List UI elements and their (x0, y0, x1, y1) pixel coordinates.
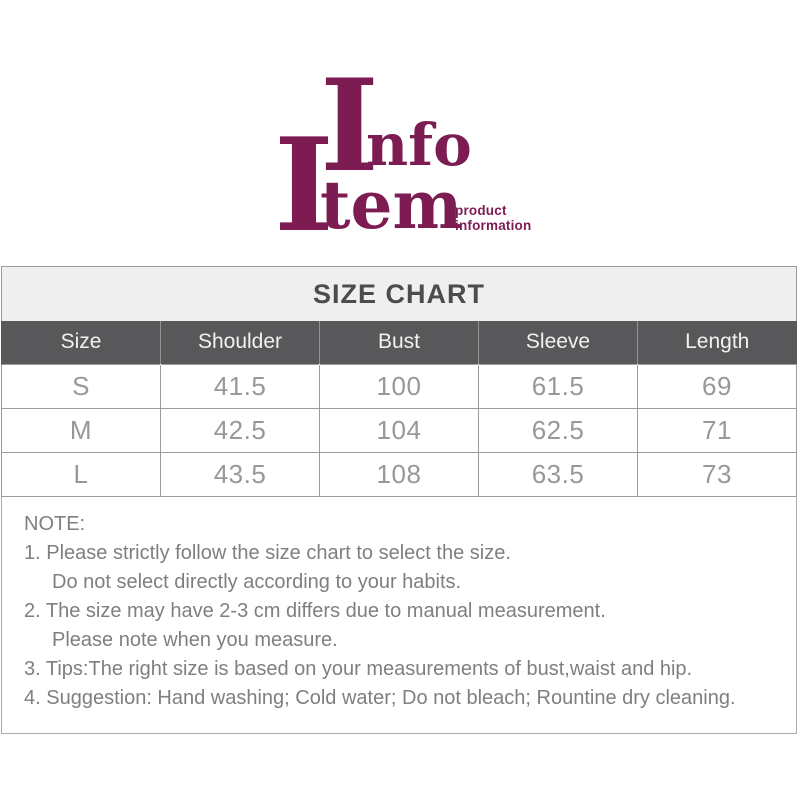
table-row-m (2, 408, 797, 452)
cell-length: 73 (638, 452, 797, 496)
logo-info-initial: I (320, 52, 379, 200)
table-row-l (2, 452, 797, 496)
cell-sleeve: 62.5 (479, 408, 638, 452)
logo-info-rest: nfo (366, 111, 472, 179)
cell-bust: 104 (320, 408, 479, 452)
cell-bust: 108 (320, 452, 479, 496)
size-table-header (2, 321, 797, 364)
size-chart-title: SIZE CHART (1, 266, 797, 321)
logo-subtitle (455, 204, 531, 234)
cell-shoulder: 42.5 (161, 408, 320, 452)
brand-logo (274, 52, 558, 261)
size-table (1, 321, 797, 497)
logo-item-initial: I (274, 111, 334, 261)
logo-subtitle-line2: information (455, 217, 532, 233)
column-header-shoulder: Shoulder (161, 321, 320, 364)
cell-bust: 100 (320, 364, 479, 408)
note-line-2: 2. The size may have 2-3 cm differs due to manual measurement. (24, 599, 606, 622)
cell-length: 69 (638, 364, 797, 408)
cell-sleeve: 61.5 (479, 364, 638, 408)
cell-size: S (2, 364, 161, 408)
column-header-length: Length (638, 321, 797, 364)
column-header-bust: Bust (320, 321, 479, 364)
column-header-sleeve: Sleeve (479, 321, 638, 364)
logo-subtitle-line1: product (455, 203, 507, 218)
note-line-2-continued: Please note when you measure. (52, 628, 338, 651)
note-line-1: 1. Please strictly follow the size chart to select the size. (24, 541, 511, 564)
cell-shoulder: 43.5 (161, 452, 320, 496)
header-row (2, 321, 797, 364)
logo-item-rest: tem (320, 166, 463, 244)
column-header-size: Size (2, 321, 161, 364)
size-chart-section (1, 266, 797, 734)
note-title: NOTE: (24, 512, 86, 535)
size-table-body (2, 364, 797, 496)
cell-shoulder: 41.5 (161, 364, 320, 408)
note-line-4: 4. Suggestion: Hand washing; Cold water; Do not bleach; Rountine dry cleaning. (24, 686, 736, 709)
cell-sleeve: 63.5 (479, 452, 638, 496)
note-line-3: 3. Tips:The right size is based on your measurements of bust,waist and hip. (24, 657, 693, 680)
cell-length: 71 (638, 408, 797, 452)
note-section (1, 497, 797, 734)
note-line-1-continued: Do not select directly according to your habits. (52, 570, 462, 593)
cell-size: L (2, 452, 161, 496)
table-row-s (2, 364, 797, 408)
cell-size: M (2, 408, 161, 452)
